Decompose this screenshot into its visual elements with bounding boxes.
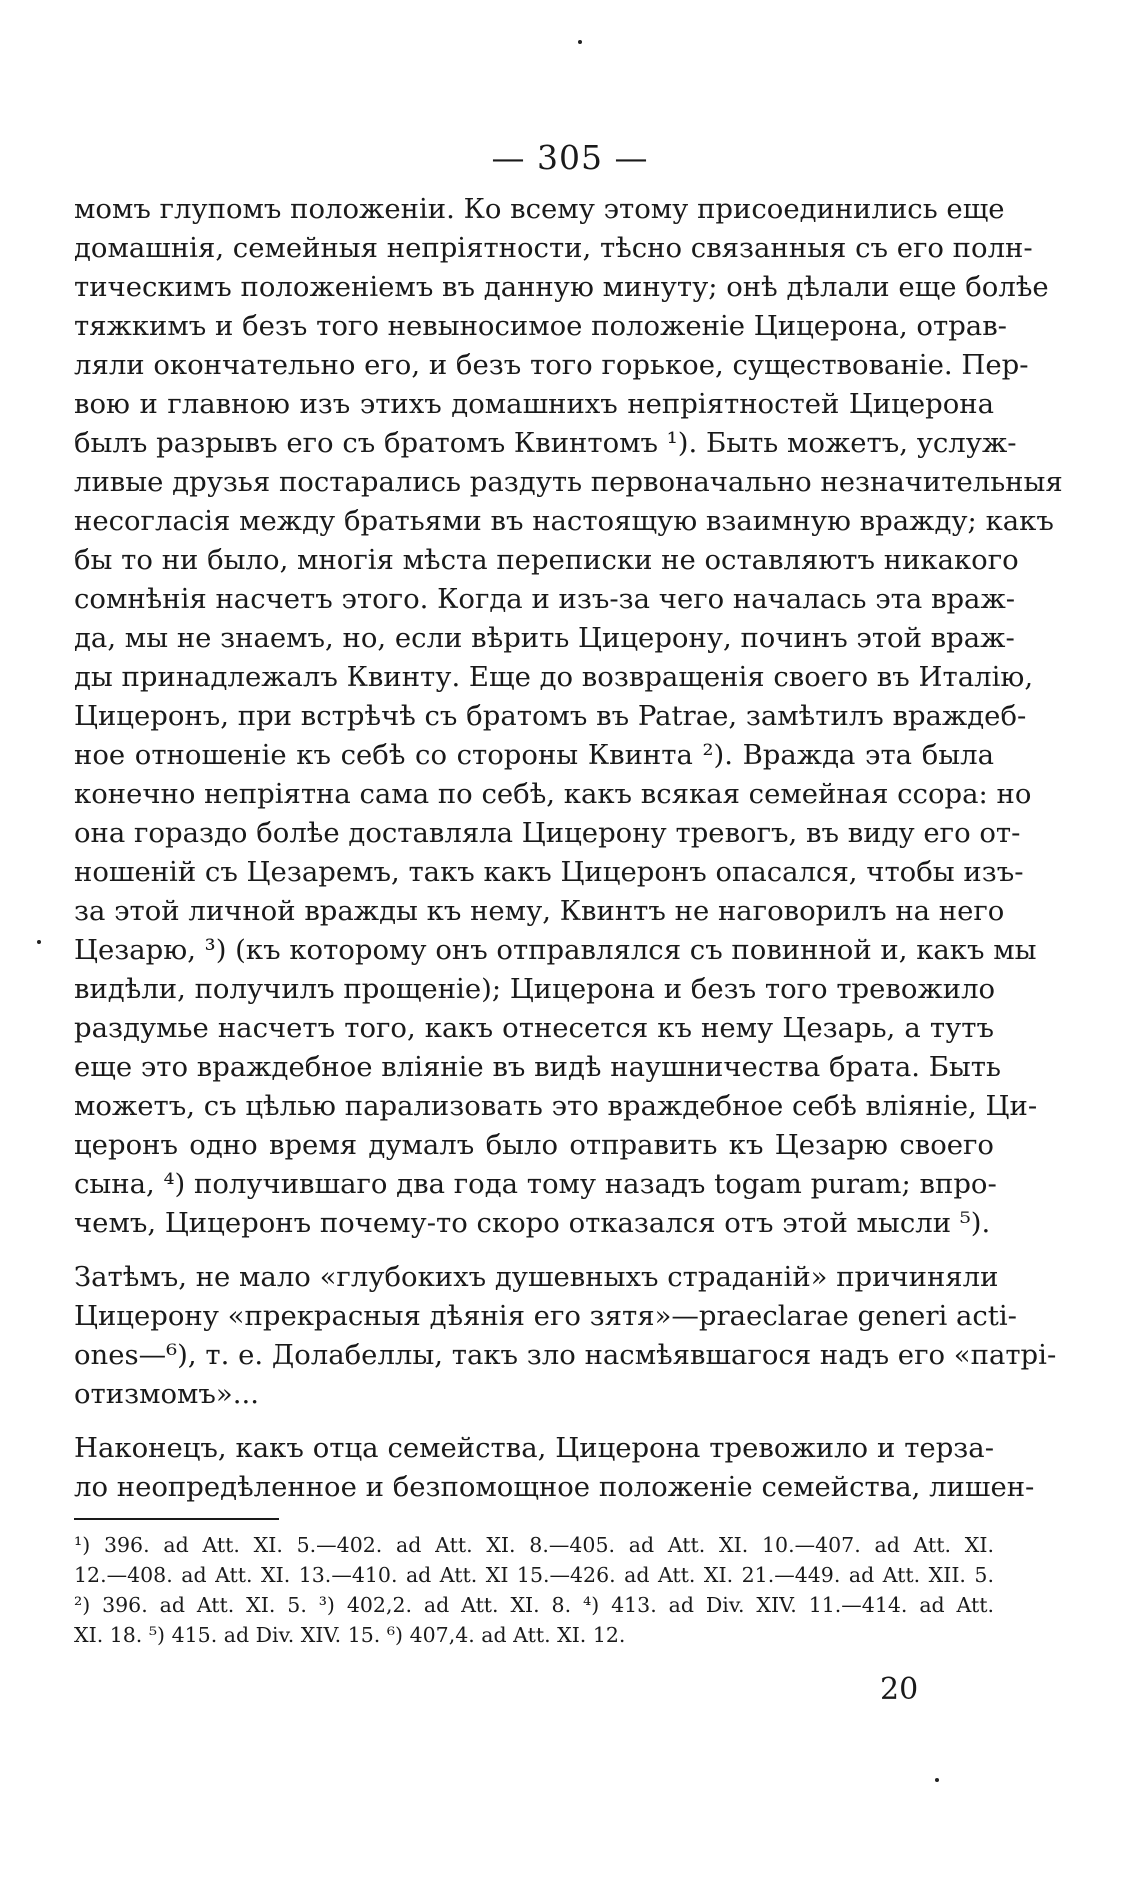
print-speck [935, 1778, 939, 1782]
text-line: можетъ, съ цѣлью парализовать это враждебное себѣ влiянiе, Ци- [74, 1090, 1038, 1122]
text-line: Наконецъ, какъ отца семейства, Цицерона тревожило и терза- [74, 1432, 994, 1464]
text-line: вою и главною изъ этихъ домашнихъ непрiятностей Цицерона [74, 388, 994, 420]
text-line: ones—⁶), т. е. Долабеллы, такъ зло насмѣявшагося надъ его «патрi- [74, 1339, 1057, 1371]
text-line: Цезарю, ³) (къ которому онъ отправлялся съ повинной и, какъ мы [74, 934, 1037, 966]
text-line: конечно непрiятна сама по себѣ, какъ всякая семейная ссора: но [74, 778, 1032, 810]
page-number: — 305 — [491, 138, 649, 177]
text-line: сомнѣнiя насчетъ этого. Когда и изъ-за чего началась эта враж- [74, 583, 1016, 615]
text-line: сына, ⁴) получившаго два года тому назадъ togam puram; впро- [74, 1168, 997, 1200]
footnote-line: 12.—408. ad Att. XI. 13.—410. ad Att. XI 15.—426. ad Att. XI. 21.—449. ad Att. XII. 5. [74, 1563, 994, 1587]
text-line: церонъ одно время думалъ было отправить къ Цезарю своего [74, 1129, 994, 1161]
body-text [74, 190, 1063, 1507]
footnote-line: ¹) 396. ad Att. XI. 5.—402. ad Att. XI. 8.—405. ad Att. XI. 10.—407. ad Att. XI. [74, 1533, 994, 1557]
text-line: бы то ни было, многiя мѣста переписки не оставляютъ никакого [74, 544, 1019, 576]
text-line: несогласiя между братьями въ настоящую взаимную вражду; какъ [74, 505, 1054, 537]
text-line: чемъ, Цицеронъ почему-то скоро отказался отъ этой мысли ⁵). [74, 1207, 991, 1239]
text-line: тяжкимъ и безъ того невыносимое положенiе Цицерона, отрав- [74, 310, 1007, 342]
text-line: момъ глупомъ положенiи. Ко всему этому присоединились еще [74, 193, 1005, 225]
text-line: за этой личной вражды къ нему, Квинтъ не наговорилъ на него [74, 895, 1005, 927]
text-line: она гораздо болѣе доставляла Цицерону тревогъ, въ виду его от- [74, 817, 1021, 849]
text-line: раздумье насчетъ того, какъ отнесется къ нему Цезарь, а тутъ [74, 1012, 994, 1044]
text-line: еще это враждебное влiянiе въ видѣ наушничества брата. Быть [74, 1051, 1001, 1083]
text-line: видѣли, получилъ прощенiе); Цицерона и безъ того тревожило [74, 973, 996, 1005]
text-line: Цицерону «прекрасныя дѣянiя его зятя»—praeclarae generi acti- [74, 1300, 1017, 1332]
signature-mark: 20 [880, 1672, 919, 1707]
footnote-line: XI. 18. ⁵) 415. ad Div. XIV. 15. ⁶) 407,4. ad Att. XI. 12. [74, 1623, 626, 1647]
text-line: домашнiя, семейныя непрiятности, тѣсно связанныя съ его полн- [74, 232, 1033, 264]
footnote-divider [74, 1518, 279, 1520]
text-line: ды принадлежалъ Квинту. Еще до возвращенiя своего въ Италiю, [74, 661, 1034, 693]
print-speck [37, 940, 41, 944]
paragraph-1 [74, 190, 1063, 1243]
text-line: да, мы не знаемъ, но, если вѣрить Цицерону, починъ этой враж- [74, 622, 1015, 654]
text-line: тическимъ положенiемъ въ данную минуту; онѣ дѣлали еще болѣе [74, 271, 1049, 303]
text-line: ливые друзья постарались раздуть первоначально незначительныя [74, 466, 1063, 498]
footnotes [74, 1530, 994, 1650]
text-line: ношенiй съ Цезаремъ, такъ какъ Цицеронъ опасался, чтобы изъ- [74, 856, 1024, 888]
text-line: ляли окончательно его, и безъ того горькое, существованiе. Пер- [74, 349, 1029, 381]
print-speck [578, 40, 582, 44]
paragraph-3 [74, 1429, 1035, 1507]
text-line: Цицеронъ, при встрѣчѣ съ братомъ въ Patrae, замѣтилъ враждеб- [74, 700, 1027, 732]
text-line: ло неопредѣленное и безпомощное положенiе семейства, лишен- [74, 1471, 1035, 1503]
paragraph-2 [74, 1258, 1057, 1414]
text-line: Затѣмъ, не мало «глубокихъ душевныхъ страданiй» причиняли [74, 1261, 999, 1293]
footnote-line: ²) 396. ad Att. XI. 5. ³) 402,2. ad Att. XI. 8. ⁴) 413. ad Div. XIV. 11.—414. ad Att. [74, 1593, 994, 1617]
text-line: отизмомъ»... [74, 1378, 259, 1410]
text-line: ное отношенiе къ себѣ со стороны Квинта ²). Вражда эта была [74, 739, 994, 771]
text-line: былъ разрывъ его съ братомъ Квинтомъ ¹). Быть можетъ, услуж- [74, 427, 1017, 459]
